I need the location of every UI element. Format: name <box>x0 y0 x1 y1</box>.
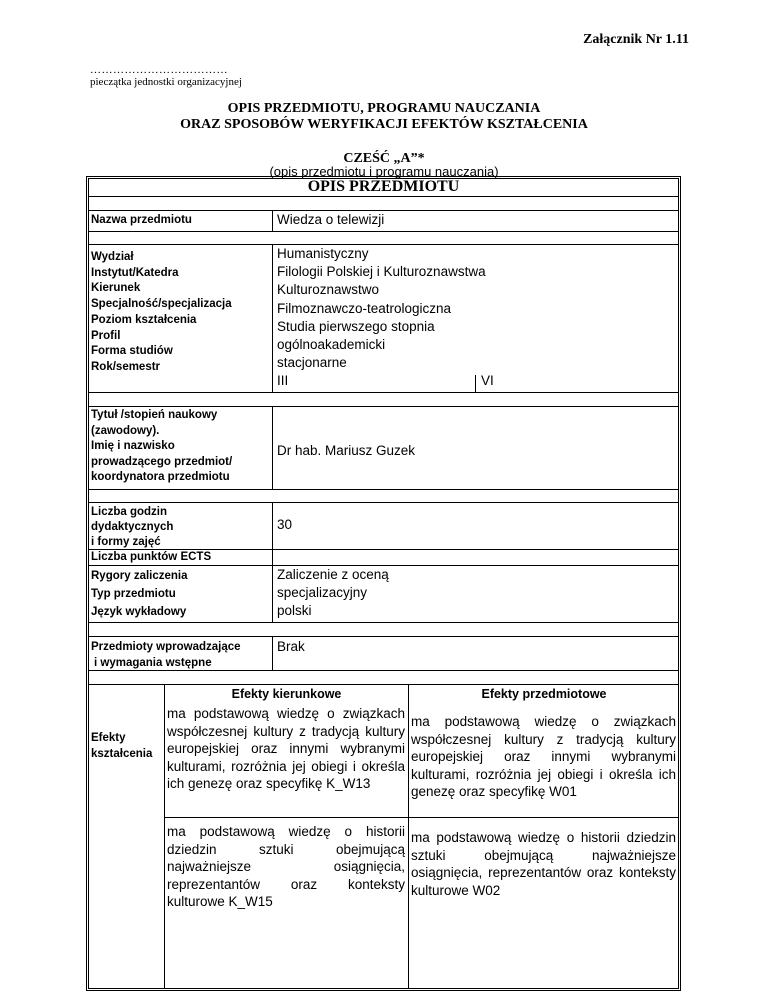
grid-line <box>408 684 409 988</box>
grid-line <box>272 210 273 231</box>
grid-line <box>89 636 678 637</box>
table-title: OPIS PRZEDMIOTU <box>89 179 678 197</box>
info-values: Humanistyczny Filologii Polskiej i Kulturoznawstwa Kulturoznawstwo Filmoznawczo-teatrologiczna Studia pierwszego stopnia ogólnoakademicki stacjonarne III <box>277 246 486 389</box>
teacher-value: Dr hab. Mariusz Guzek <box>277 443 416 458</box>
grid-line <box>89 622 678 623</box>
grid-line <box>164 817 678 818</box>
field-effect-2: ma podstawową wiedzę o historii dziedzin sztuki obejmującą najważniejsze osiągnięcia, reprezentantów oraz konteksty kulturowe K_W15 <box>167 824 405 910</box>
doc-title-line-1: OPIS PRZEDMIOTU, PROGRAMU NAUCZANIA <box>227 101 541 116</box>
doc-title-line-2: ORAZ SPOSOBÓW WERYFIKACJI EFEKTÓW KSZTAŁCENIA <box>180 117 588 132</box>
rules-labels: Rygory zaliczenia Typ przedmiotu Język wykładowy <box>91 570 188 618</box>
grid-line <box>89 231 678 232</box>
part-note: (opis przedmiotu i programu nauczania) <box>269 164 499 179</box>
grid-line <box>89 502 678 503</box>
grid-line <box>272 502 273 622</box>
grid-line <box>272 636 273 670</box>
grid-line <box>89 684 678 685</box>
stamp-dots: ……………………………… <box>90 64 228 76</box>
course-effect-1: ma podstawową wiedzę o związkach współczesnej kultury z tradycją kultury europejskiej oraz innymi wybranymi kulturami, rozróżnia jej obiegi i określa ich genezę oraz specyfikę W01 <box>411 714 676 800</box>
prereq-value: Brak <box>277 639 305 654</box>
stamp-label: pieczątka jednostki organizacyjnej <box>90 76 242 88</box>
grid-line <box>89 489 678 490</box>
grid-line <box>272 406 273 489</box>
prereq-label: Przedmioty wprowadzające i wymagania wstępne <box>91 641 241 669</box>
ects-label: Liczba punktów ECTS <box>91 551 212 563</box>
course-name-label: Nazwa przedmiotu <box>91 214 192 226</box>
course-name-value: Wiedza o telewizji <box>277 212 385 227</box>
part-title: CZEŚĆ „A”* <box>343 151 425 166</box>
semester-value: VI <box>481 373 494 388</box>
grid-line <box>272 244 273 392</box>
grid-line <box>89 392 678 393</box>
grid-line <box>164 684 165 988</box>
rules-values: Zaliczenie z oceną specjalizacyjny polski <box>277 567 389 619</box>
col-course-effects: Efekty przedmiotowe <box>481 687 607 701</box>
grid-line <box>89 406 678 407</box>
col-field-effects: Efekty kierunkowe <box>231 687 342 701</box>
field-effect-1: ma podstawową wiedzę o związkach współczesnej kultury z tradycją kultury europejskiej oraz innymi wybranymi kulturami, rozróżnia jej obiegi i określa ich genezę oraz specyfikę K_W13 <box>167 706 405 792</box>
course-effect-2: ma podstawową wiedzę o historii dziedzin sztuki obejmującą najważniejsze osiągnięcia, reprezentantów oraz konteksty kulturowe W02 <box>411 830 676 898</box>
annex-number: Załącznik Nr 1.11 <box>583 32 689 47</box>
teacher-label: Tytuł /stopień naukowy (zawodowy). Imię i nazwisko prowadzącego przedmiot/ koordynatora przedmiotu <box>91 409 233 483</box>
info-labels: Wydział Instytut/Katedra Kierunek Specjalność/specjalizacja Poziom kształcenia Profil Forma studiów Rok/semestr <box>91 251 232 373</box>
hours-value: 30 <box>277 517 293 532</box>
hours-label: Liczba godzin dydaktycznych i formy zajęć <box>91 506 174 549</box>
effects-label: Efekty kształcenia <box>91 732 153 760</box>
